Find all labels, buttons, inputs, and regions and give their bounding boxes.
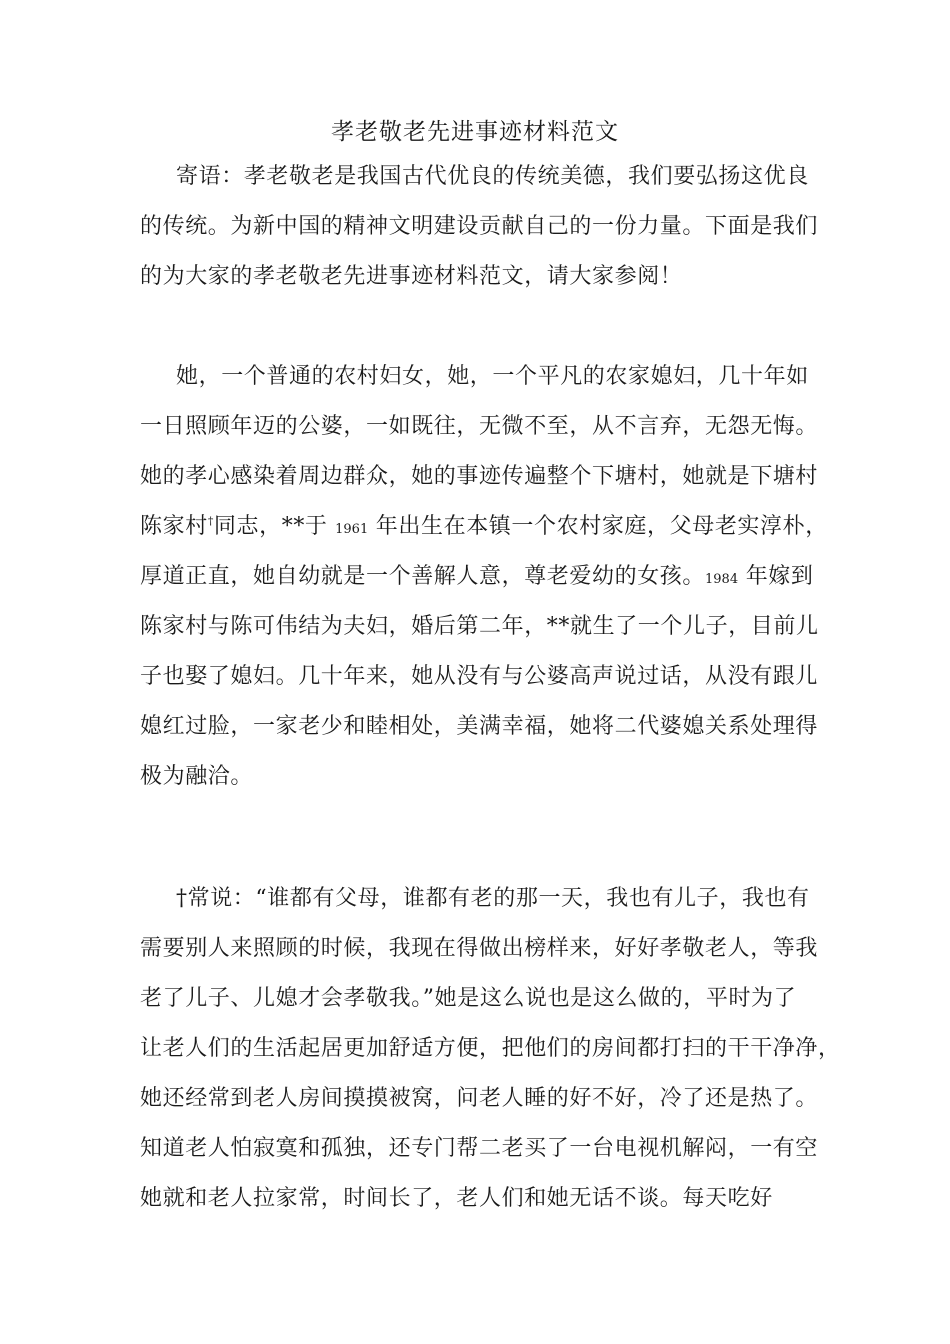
para1-line-5 (140, 560, 814, 597)
para1-line-4-part-b: 同志，**于 (213, 514, 336, 539)
birth-year: 1961 (335, 522, 369, 537)
para1-line-9: 极为融洽。 (140, 764, 254, 789)
para1-line-1: 她，一个普通的农村妇女，她，一个平凡的农家媳妇，几十年如 (176, 364, 809, 389)
para2-line-6: 知道老人怕寂寞和孤独，还专门帮二老买了一台电视机解闷，一有空 (140, 1136, 819, 1161)
para1-line-3: 她的孝心感染着周边群众，她的事迹传遍整个下塘村，她就是下塘村 (140, 464, 819, 489)
para1-line-4 (140, 510, 828, 547)
marriage-year: 1984 (705, 572, 739, 587)
intro-line-3: 的为大家的孝老敬老先进事迹材料范文，请大家参阅！ (140, 264, 683, 289)
para1-line-8: 媳红过脸，一家老少和睦相处，美满幸福，她将二代婆媳关系处理得 (140, 714, 819, 739)
para2-line-3: 老了儿子、儿媳才会孝敬我。”她是这么说也是这么做的，平时为了 (140, 986, 797, 1011)
para1-line-7: 子也娶了媳妇。几十年来，她从没有与公婆高声说过话，从没有跟儿 (140, 664, 819, 689)
intro-line-1: 寄语：孝老敬老是我国古代优良的传统美德，我们要弘扬这优良 (176, 164, 809, 189)
para2-line-2: 需要别人来照顾的时候，我现在得做出榜样来，好好孝敬老人，等我 (140, 936, 819, 961)
intro-line-2: 的传统。为新中国的精神文明建设贡献自己的一份力量。下面是我们 (140, 214, 819, 239)
para2-line-5: 她还经常到老人房间摸摸被窝，问老人睡的好不好，冷了还是热了。 (140, 1086, 819, 1111)
para2-line-4: 让老人们的生活起居更加舒适方便，把他们的房间都打扫的干干净净， (140, 1036, 841, 1061)
footnote-dagger-mark: † (207, 514, 214, 528)
para1-line-5-part-b: 年嫁到 (738, 564, 814, 589)
para2-line-1: †常说：“谁都有父母，谁都有老的那一天，我也有儿子，我也有 (176, 886, 810, 911)
para2-line-7: 她就和老人拉家常，时间长了，老人们和她无话不谈。每天吃好 (140, 1186, 773, 1211)
para1-line-4-part-c: 年出生在本镇一个农村家庭，父母老实淳朴， (368, 514, 828, 539)
para1-line-6: 陈家村与陈可伟结为夫妇，婚后第二年，**就生了一个儿子，目前儿 (140, 614, 819, 639)
document-title: 孝老敬老先进事迹材料范文 (331, 119, 619, 145)
para1-line-2: 一日照顾年迈的公婆，一如既往，无微不至，从不言弃，无怨无悔。 (140, 414, 819, 439)
para1-line-5-part-a: 厚道正直，她自幼就是一个善解人意，尊老爱幼的女孩。 (140, 564, 706, 589)
para1-line-4-part-a: 陈家村 (140, 514, 208, 539)
